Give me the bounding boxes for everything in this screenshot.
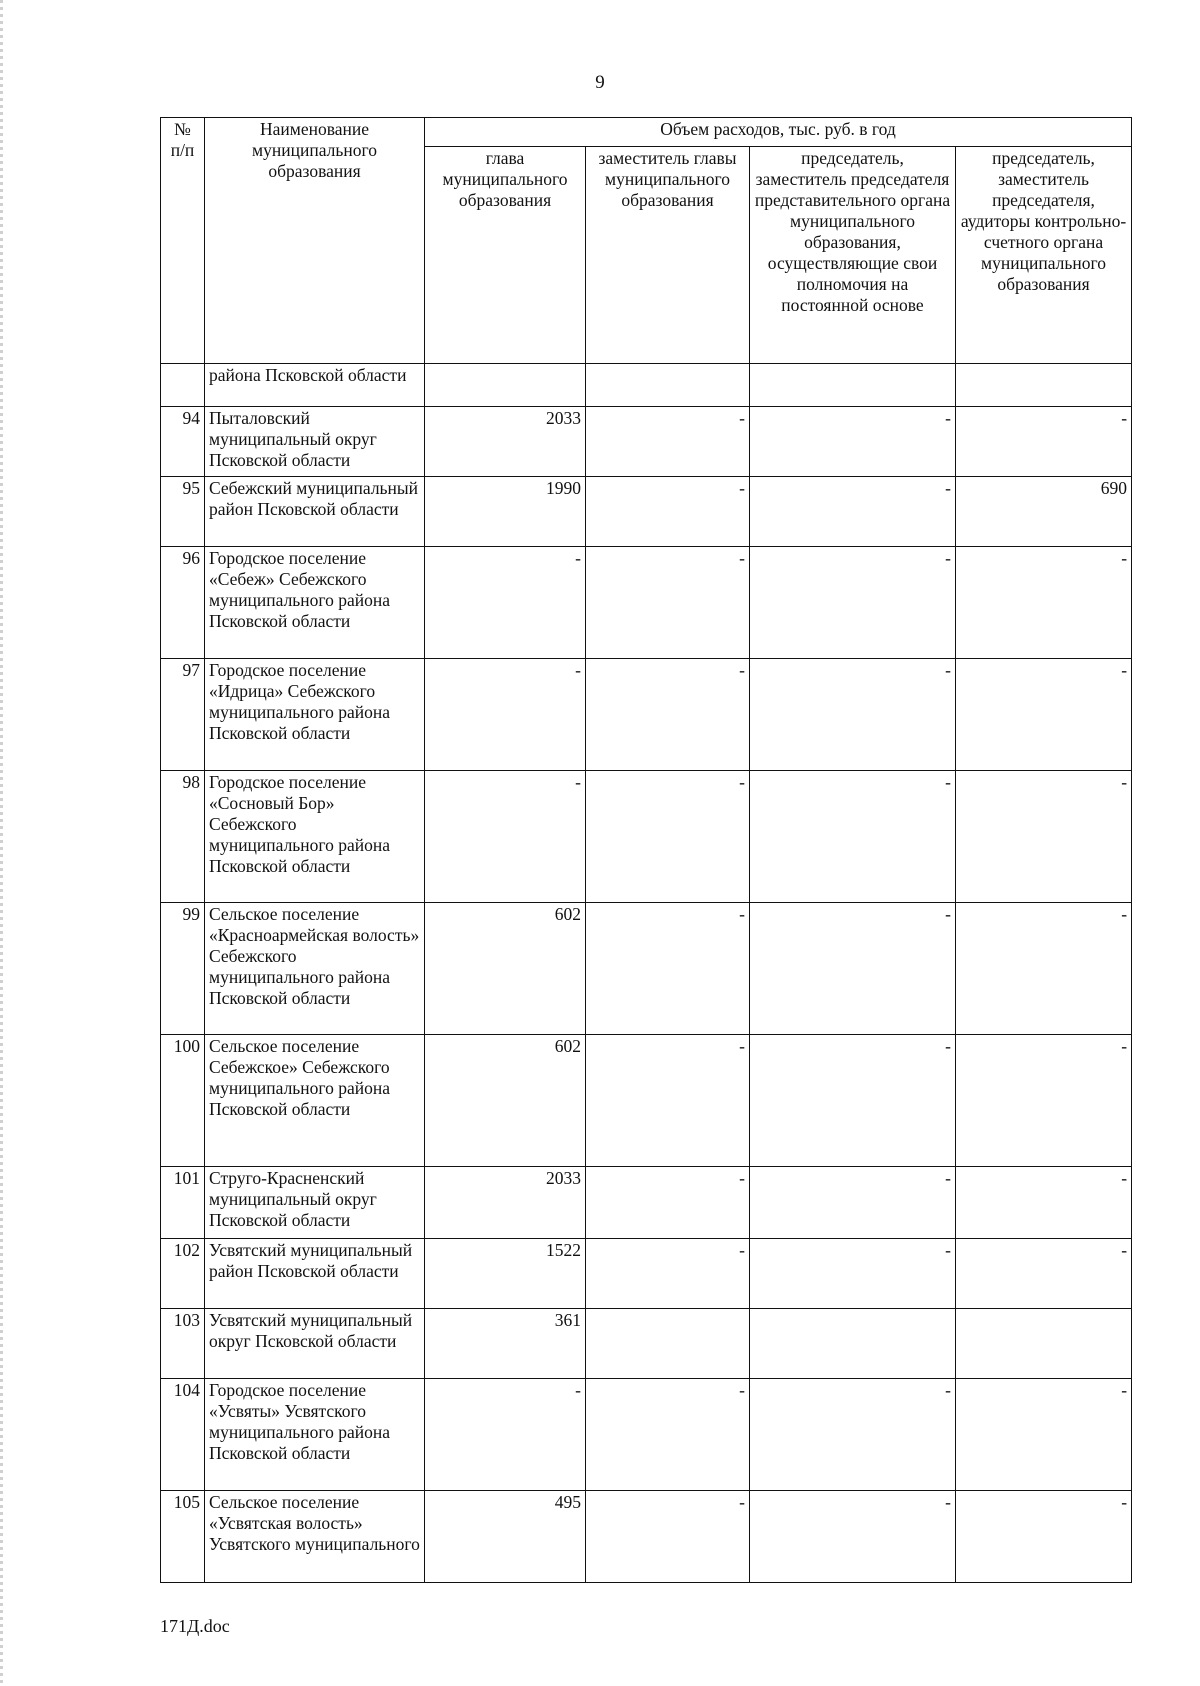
table-row [161,1167,1132,1239]
row-audit: - [956,547,1132,659]
row-head: 361 [425,1309,586,1379]
row-chair: - [750,547,956,659]
row-chair: - [750,1035,956,1167]
table-row [161,547,1132,659]
row-name: Себежский муниципальный район Псковской области [205,477,425,547]
row-deputy: - [586,1167,750,1239]
row-audit: - [956,903,1132,1035]
row-audit: 690 [956,477,1132,547]
row-num: 95 [161,477,205,547]
table-row [161,1239,1132,1309]
row-head: 2033 [425,1167,586,1239]
header-head: глава муниципального образования [425,147,586,364]
row-deputy: - [586,547,750,659]
page-number: 9 [595,72,605,93]
row-audit [956,1309,1132,1379]
row-head: 1522 [425,1239,586,1309]
header-group: Объем расходов, тыс. руб. в год [425,118,1132,147]
row-name: Пыталовский муниципальный округ Псковской области [205,407,425,477]
row-deputy: - [586,407,750,477]
row-head: 495 [425,1491,586,1583]
row-deputy: - [586,1035,750,1167]
row-name: района Псковской области [205,364,425,407]
row-audit: - [956,1239,1132,1309]
row-num: 105 [161,1491,205,1583]
table-row [161,407,1132,477]
row-deputy: - [586,771,750,903]
expenses-table [160,117,1132,1583]
row-deputy [586,1309,750,1379]
table-body [161,364,1132,1583]
row-audit: - [956,1035,1132,1167]
header-deputy: заместитель главы муниципального образования [586,147,750,364]
row-head: 1990 [425,477,586,547]
row-name: Струго-Красненский муниципальный округ Псковской области [205,1167,425,1239]
table-header [161,118,1132,364]
row-head: 602 [425,1035,586,1167]
table-row [161,903,1132,1035]
row-num: 102 [161,1239,205,1309]
header-audit: председатель, заместитель председателя, аудиторы контрольно-счетного органа муниципального образования [956,147,1132,364]
row-chair: - [750,903,956,1035]
row-num: 103 [161,1309,205,1379]
row-chair: - [750,1491,956,1583]
row-chair: - [750,771,956,903]
row-chair [750,364,956,407]
row-head: - [425,547,586,659]
row-chair: - [750,407,956,477]
row-num: 104 [161,1379,205,1491]
header-name: Наименование муниципального образования [205,118,425,364]
row-name: Усвятский муниципальный округ Псковской области [205,1309,425,1379]
row-audit: - [956,1491,1132,1583]
row-name: Сельское поселение «Красноармейская волость» Себежского муниципального района Псковской области [205,903,425,1035]
row-audit [956,364,1132,407]
table-row [161,771,1132,903]
row-name: Городское поселение «Сосновый Бор» Себежского муниципального района Псковской области [205,771,425,903]
row-deputy: - [586,1491,750,1583]
row-num [161,364,205,407]
row-deputy [586,364,750,407]
row-deputy: - [586,659,750,771]
row-head: - [425,1379,586,1491]
row-audit: - [956,659,1132,771]
row-deputy: - [586,1379,750,1491]
row-head: - [425,659,586,771]
table-row [161,659,1132,771]
row-chair: - [750,1239,956,1309]
table-row [161,1035,1132,1167]
row-head: 2033 [425,407,586,477]
row-audit: - [956,1167,1132,1239]
row-head [425,364,586,407]
table-row [161,364,1132,407]
table-row [161,1309,1132,1379]
row-chair: - [750,1167,956,1239]
row-deputy: - [586,477,750,547]
table-row [161,1379,1132,1491]
row-deputy: - [586,903,750,1035]
row-num: 99 [161,903,205,1035]
row-name: Сельское поселение «Усвятская волость» Усвятского муниципального [205,1491,425,1583]
footer-filename: 171Д.doc [160,1616,230,1636]
row-num: 97 [161,659,205,771]
header-chair: председатель, заместитель председателя представительного органа муниципального образования, осуществляющие свои полномочия на постоянной основе [750,147,956,364]
row-num: 96 [161,547,205,659]
row-num: 100 [161,1035,205,1167]
header-num: № п/п [161,118,205,364]
row-name: Городское поселение «Себеж» Себежского муниципального района Псковской области [205,547,425,659]
row-chair: - [750,477,956,547]
table-row [161,477,1132,547]
row-audit: - [956,771,1132,903]
row-head: 602 [425,903,586,1035]
row-num: 98 [161,771,205,903]
row-chair [750,1309,956,1379]
row-deputy: - [586,1239,750,1309]
row-num: 101 [161,1167,205,1239]
row-name: Городское поселение «Идрица» Себежского муниципального района Псковской области [205,659,425,771]
row-name: Сельское поселение Себежское» Себежского муниципального района Псковской области [205,1035,425,1167]
row-name: Городское поселение «Усвяты» Усвятского муниципального района Псковской области [205,1379,425,1491]
row-chair: - [750,1379,956,1491]
row-chair: - [750,659,956,771]
row-audit: - [956,407,1132,477]
row-name: Усвятский муниципальный район Псковской области [205,1239,425,1309]
scan-edge [0,0,3,1686]
row-num: 94 [161,407,205,477]
table-row [161,1491,1132,1583]
row-head: - [425,771,586,903]
row-audit: - [956,1379,1132,1491]
